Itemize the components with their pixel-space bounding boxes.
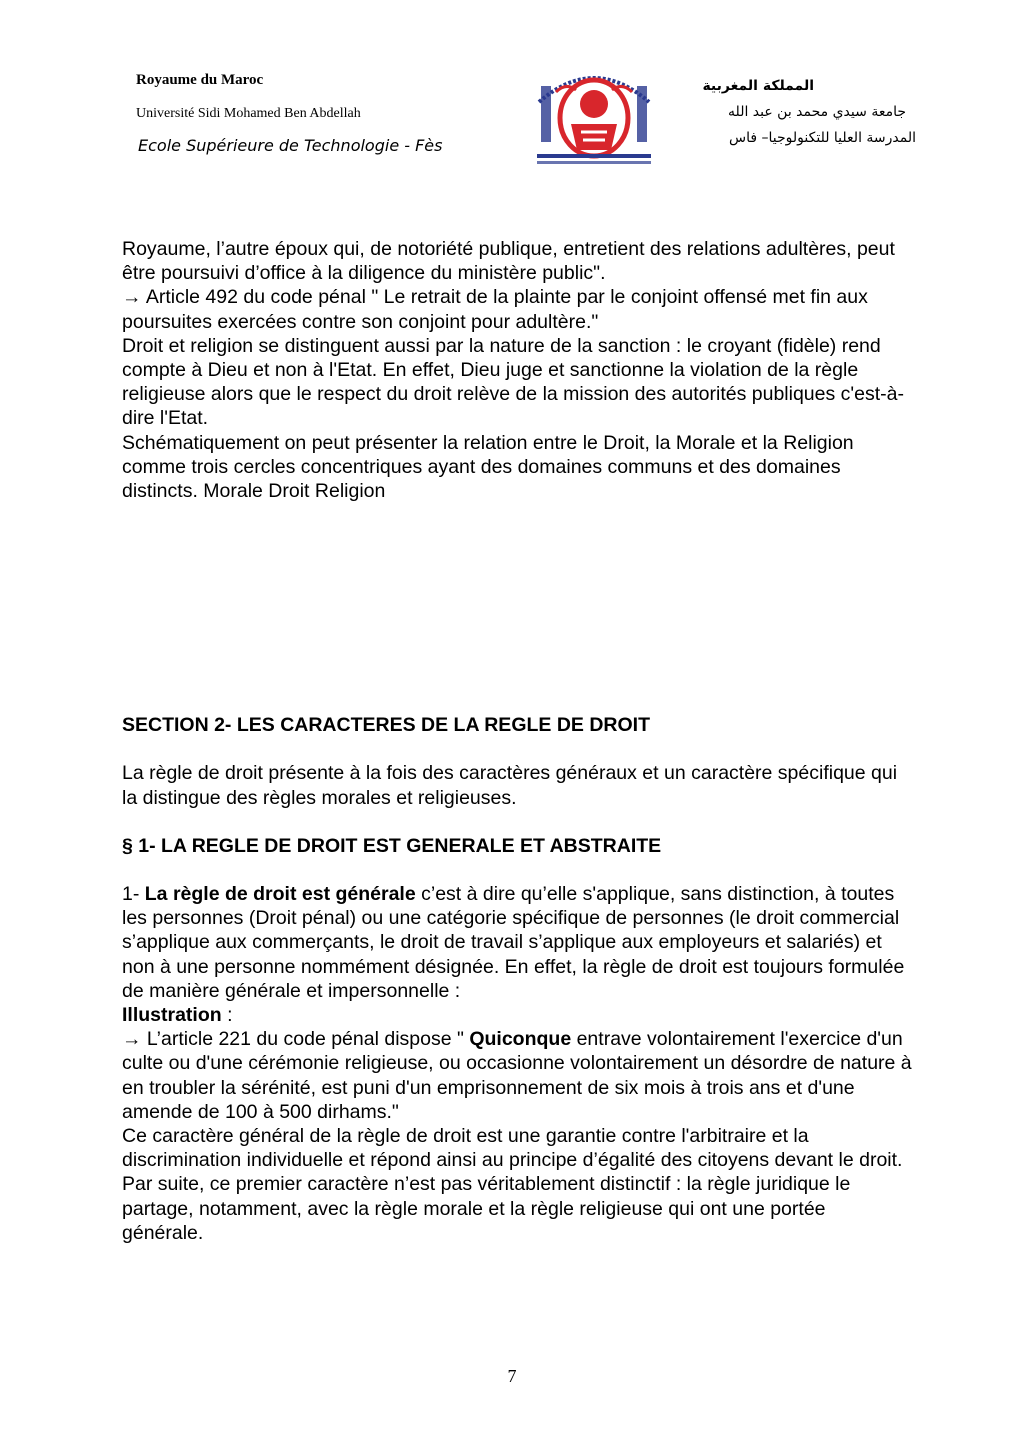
header-school-ar: المدرسة العليا للتكنولوجيا– فاس [729, 130, 916, 146]
paragraph-text: c’est à dire qu’elle s'applique, sans distinction, à toutes les personnes (Droit pénal) ou une catégorie spécifique de personnes (le droit commercial s’applique aux commerçants, le droit de travail s’applique aux employeurs et salariés) et non à une personne nommément désignée. En effet, la règle de droit est toujours formulée de manière générale et impersonnelle : [122, 883, 905, 1002]
header-university-ar: جامعة سيدي محمد بن عبد الله [728, 104, 906, 120]
page-header [0, 0, 1024, 200]
article-intro: → L’article 221 du code pénal dispose " [122, 1028, 470, 1051]
spacer [122, 737, 912, 761]
paragraph-schema: Schématiquement on peut présenter la relation entre le Droit, la Morale et la Religion comme trois cercles concentriques ayant des domaines communs et des domaines distincts. Morale Droit Religion [122, 431, 854, 503]
spacer [122, 858, 912, 882]
paragraph-caracteres: La règle de droit présente à la fois des caractères généraux et un caractère spécifique qui la distingue des règles morales et religieuses. [122, 762, 898, 809]
subsection-title: § 1- LA REGLE DE DROIT EST GENERALE ET ABSTRAITE [122, 834, 662, 857]
list-number: 1- [122, 883, 145, 906]
illustration-colon: : [221, 1004, 233, 1027]
spacer [122, 810, 912, 834]
spacer [122, 503, 912, 713]
header-university-fr: Université Sidi Mohamed Ben Abdellah [136, 106, 361, 121]
paragraph-garantie: Ce caractère général de la règle de droit est une garantie contre l'arbitraire et la discrimination individuelle et répond ainsi au principe d’égalité des citoyens devant le droit. Par suite, ce premier caractère n’est pas véritablement distinctif : la règle juridique le partage, notamment, avec la règle morale et la règle religieuse qui ont une portée générale. [122, 1125, 903, 1244]
bold-word: Quiconque [469, 1028, 572, 1051]
illustration-line [122, 1003, 912, 1027]
university-seal-icon [531, 62, 657, 174]
bold-phrase: La règle de droit est générale [144, 883, 416, 906]
article-text: entrave volontairement l'exercice d'un culte ou d'une cérémonie religieuse, ou occasionne volontairement un désordre de nature à en troubler la sérénité, est puni d'un emprisonnement de six mois à trois ans et d'une amende de 100 à 500 dirhams." [122, 1028, 912, 1123]
paragraph-droit-religion: Droit et religion se distinguent aussi par la nature de la sanction : le croyant (fidèle) rend compte à Dieu et non à l'Etat. En effet, Dieu juge et sanctionne la violation de la règle religieuse alors que le respect du droit relève de la mission des autorités publiques c'est-à- dire l'Etat. [122, 334, 904, 430]
page-number: 7 [507, 1366, 517, 1386]
paragraph-generale [122, 882, 912, 1003]
section-title: SECTION 2- LES CARACTERES DE LA REGLE DE DROIT [122, 714, 650, 737]
header-kingdom-ar: المملكة المغربية [702, 78, 814, 94]
paragraph-article-492: → Article 492 du code pénal " Le retrait de la plainte par le conjoint offensé met fin aux poursuites exercées contre son conjoint pour adultère." [122, 286, 868, 333]
page-content [122, 237, 912, 1245]
paragraph-article-221 [122, 1027, 912, 1124]
paragraph-1: Royaume, l’autre époux qui, de notoriété publique, entretient des relations adultères, peut être poursuivi d’office à la diligence du ministère public". [122, 238, 895, 285]
header-school-fr: Ecole Supérieure de Technologie - Fès [138, 136, 443, 155]
illustration-label: Illustration [122, 1004, 222, 1027]
header-kingdom-fr: Royaume du Maroc [136, 72, 264, 88]
